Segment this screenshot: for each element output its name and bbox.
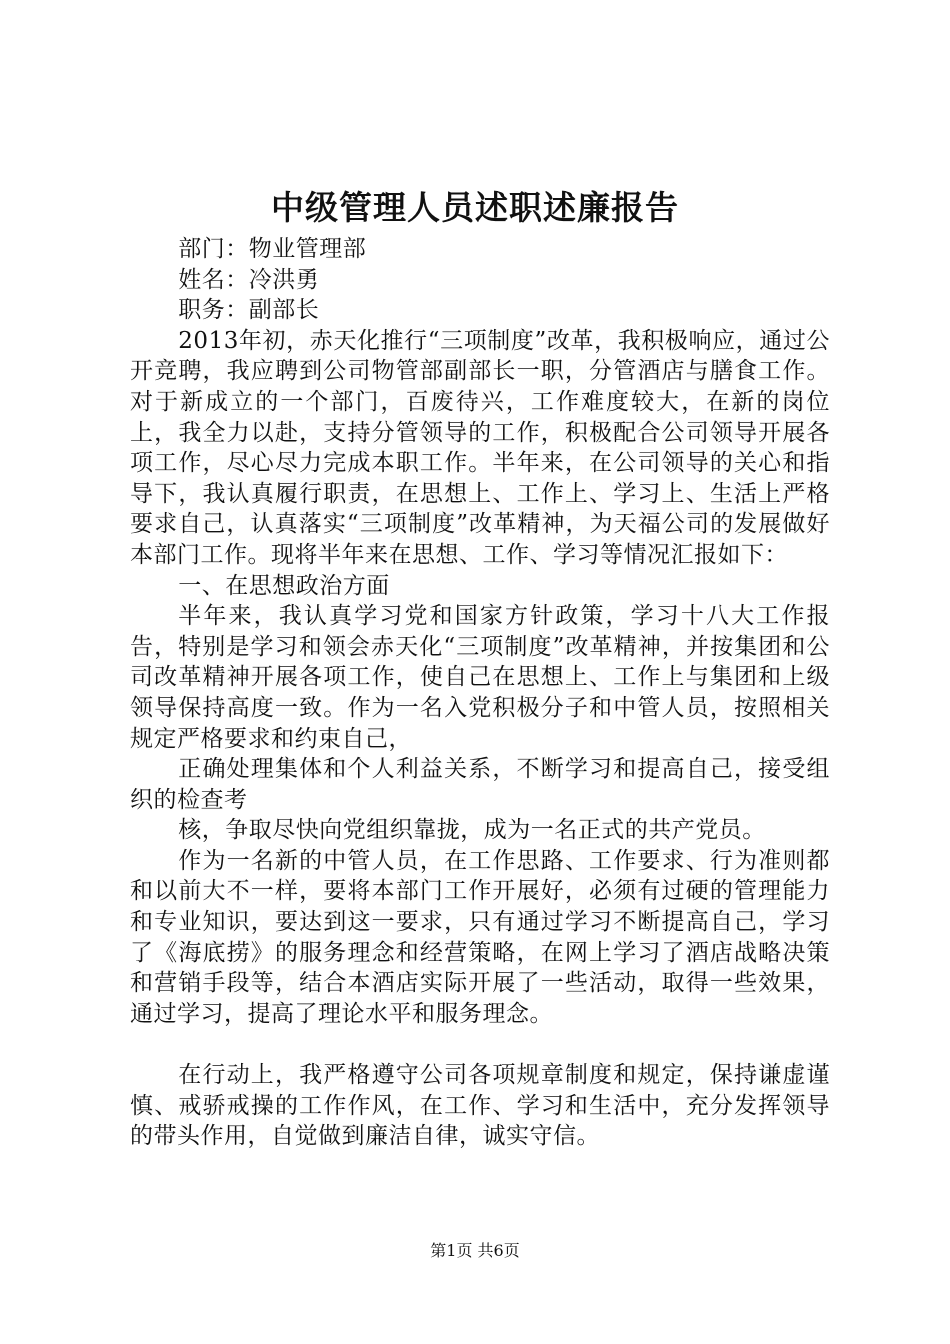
paragraph-party: 核，争取尽快向党组织靠拢，成为一名正式的共产党员。 [178,817,766,844]
meta-department: 部门：物业管理部 [178,236,367,262]
paragraph-study: 半年来，我认真学习党和国家方针政策，学习十八大工作报告，特别是学习和领会赤天化“三项制度”改革精神，并按集团和公司改革精神开展各项工作，使自己在思想上、工作上与集团和上级领导保持高度一致。作为一名入党积极分子和中管人员，按照相关规定严格要求和约束自己， [130,603,830,752]
paragraph-conduct: 在行动上，我严格遵守公司各项规章制度和规定，保持谦虚谨慎、戒骄戒操的工作作风，在工作、学习和生活中，充分发挥领导的带头作用，自觉做到廉洁自律，诚实守信。 [130,1062,830,1150]
paragraph-intro: 2013年初，赤天化推行“三项制度”改革，我积极响应，通过公开竞聘，我应聘到公司物管部副部长一职，分管酒店与膳食工作。对于新成立的一个部门，百废待兴，工作难度较大，在新的岗位上，我全力以赴，支持分管领导的工作，积极配合公司领导开展各项工作，尽心尽力完成本职工作。半年来，在公司领导的关心和指导下，我认真履行职责，在思想上、工作上、学习上、生活上严格要求自己，认真落实“三项制度”改革精神，为天福公司的发展做好本部门工作。现将半年来在思想、工作、学习等情况汇报如下： [130,327,830,568]
document-title: 中级管理人员述职述廉报告 [271,188,679,227]
page-number: 第1页 共6页 [430,1241,520,1260]
section-heading: 一、在思想政治方面 [178,572,390,599]
paragraph-learning: 作为一名新的中管人员，在工作思路、工作要求、行为准则都和以前大不一样，要将本部门工作开展好，必须有过硬的管理能力和专业知识，要达到这一要求，只有通过学习不断提高自己，学习了《海底捞》的服务理念和经营策略，在网上学习了酒店战略决策和营销手段等，结合本酒店实际开展了一些活动，取得一些效果，通过学习，提高了理论水平和服务理念。 [130,847,830,1027]
paragraph-spacer [130,1029,830,1060]
meta-position: 职务：副部长 [178,297,320,324]
meta-name: 姓名：冷洪勇 [178,266,320,293]
document-body [130,234,830,1152]
paragraph-interest: 正确处理集体和个人利益关系，不断学习和提高自己，接受组织的检查考 [130,756,830,813]
